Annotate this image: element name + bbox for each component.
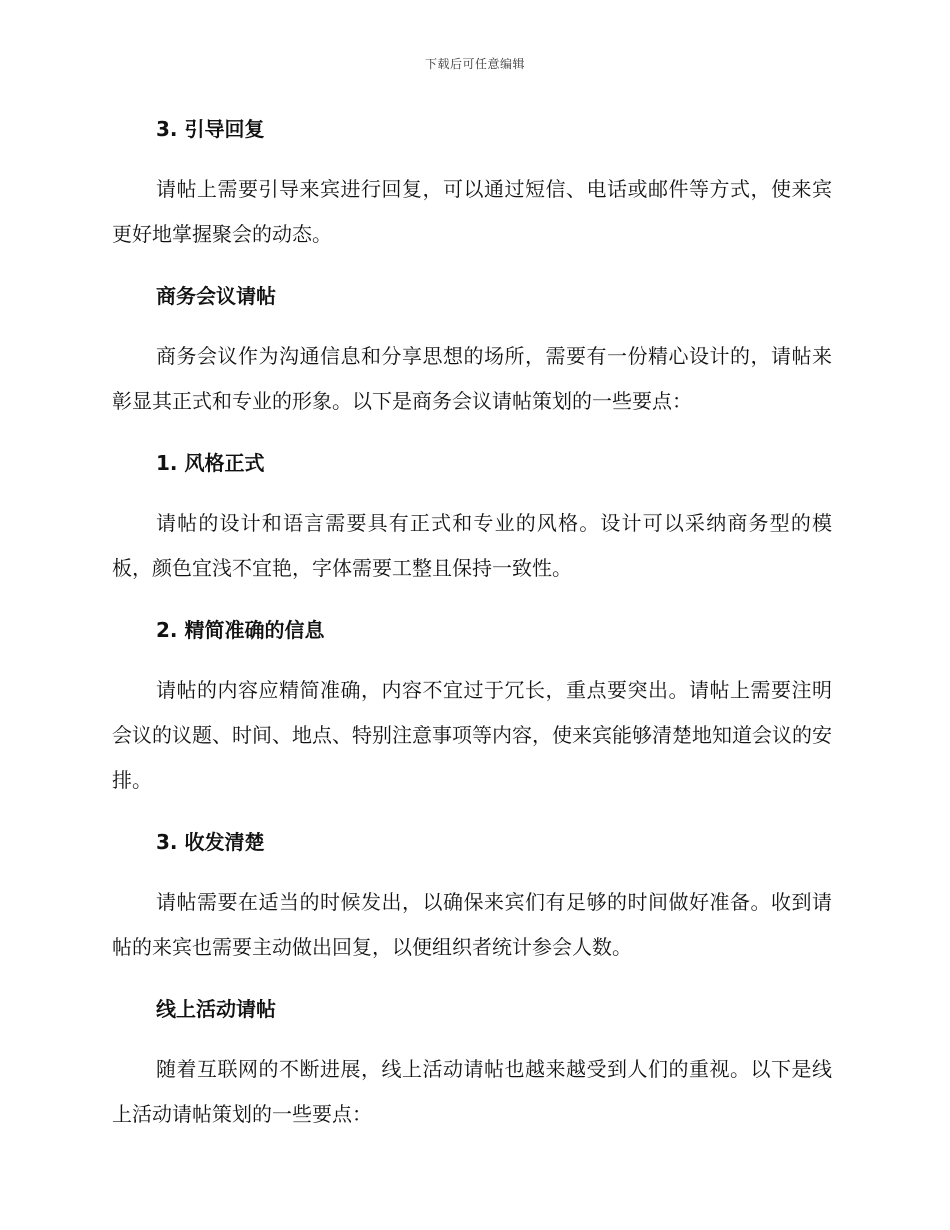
paragraph: 商务会议作为沟通信息和分享思想的场所，需要有一份精心设计的，请帖来彰显其正式和专业的形象。以下是商务会议请帖策划的一些要点： xyxy=(112,344,832,413)
paragraph: 请帖的内容应精简准确，内容不宜过于冗长，重点要突出。请帖上需要注明会议的议题、时间、地点、特别注意事项等内容，使来宾能够清楚地知道会议的安排。 xyxy=(112,678,832,792)
document-body xyxy=(112,113,832,1137)
paragraph: 请帖的设计和语言需要具有正式和专业的风格。设计可以采纳商务型的模板，颜色宜浅不宜艳，字体需要工整且保持一致性。 xyxy=(112,511,832,580)
section-heading: 1. 风格正式 xyxy=(156,451,265,475)
section-heading: 2. 精简准确的信息 xyxy=(156,618,325,642)
paragraph: 随着互联网的不断进展，线上活动请帖也越来越受到人们的重视。以下是线上活动请帖策划的一些要点： xyxy=(112,1057,832,1126)
section-heading: 3. 收发清楚 xyxy=(156,830,265,854)
section-heading: 线上活动请帖 xyxy=(156,997,276,1021)
paragraph: 请帖需要在适当的时候发出，以确保来宾们有足够的时间做好准备。收到请帖的来宾也需要主动做出回复，以便组织者统计参会人数。 xyxy=(112,890,832,959)
header-note: 下载后可任意编辑 xyxy=(424,57,525,71)
paragraph: 请帖上需要引导来宾进行回复，可以通过短信、电话或邮件等方式，使来宾更好地掌握聚会的动态。 xyxy=(112,177,832,246)
section-heading: 商务会议请帖 xyxy=(156,284,276,308)
section-heading: 3. 引导回复 xyxy=(156,117,265,141)
